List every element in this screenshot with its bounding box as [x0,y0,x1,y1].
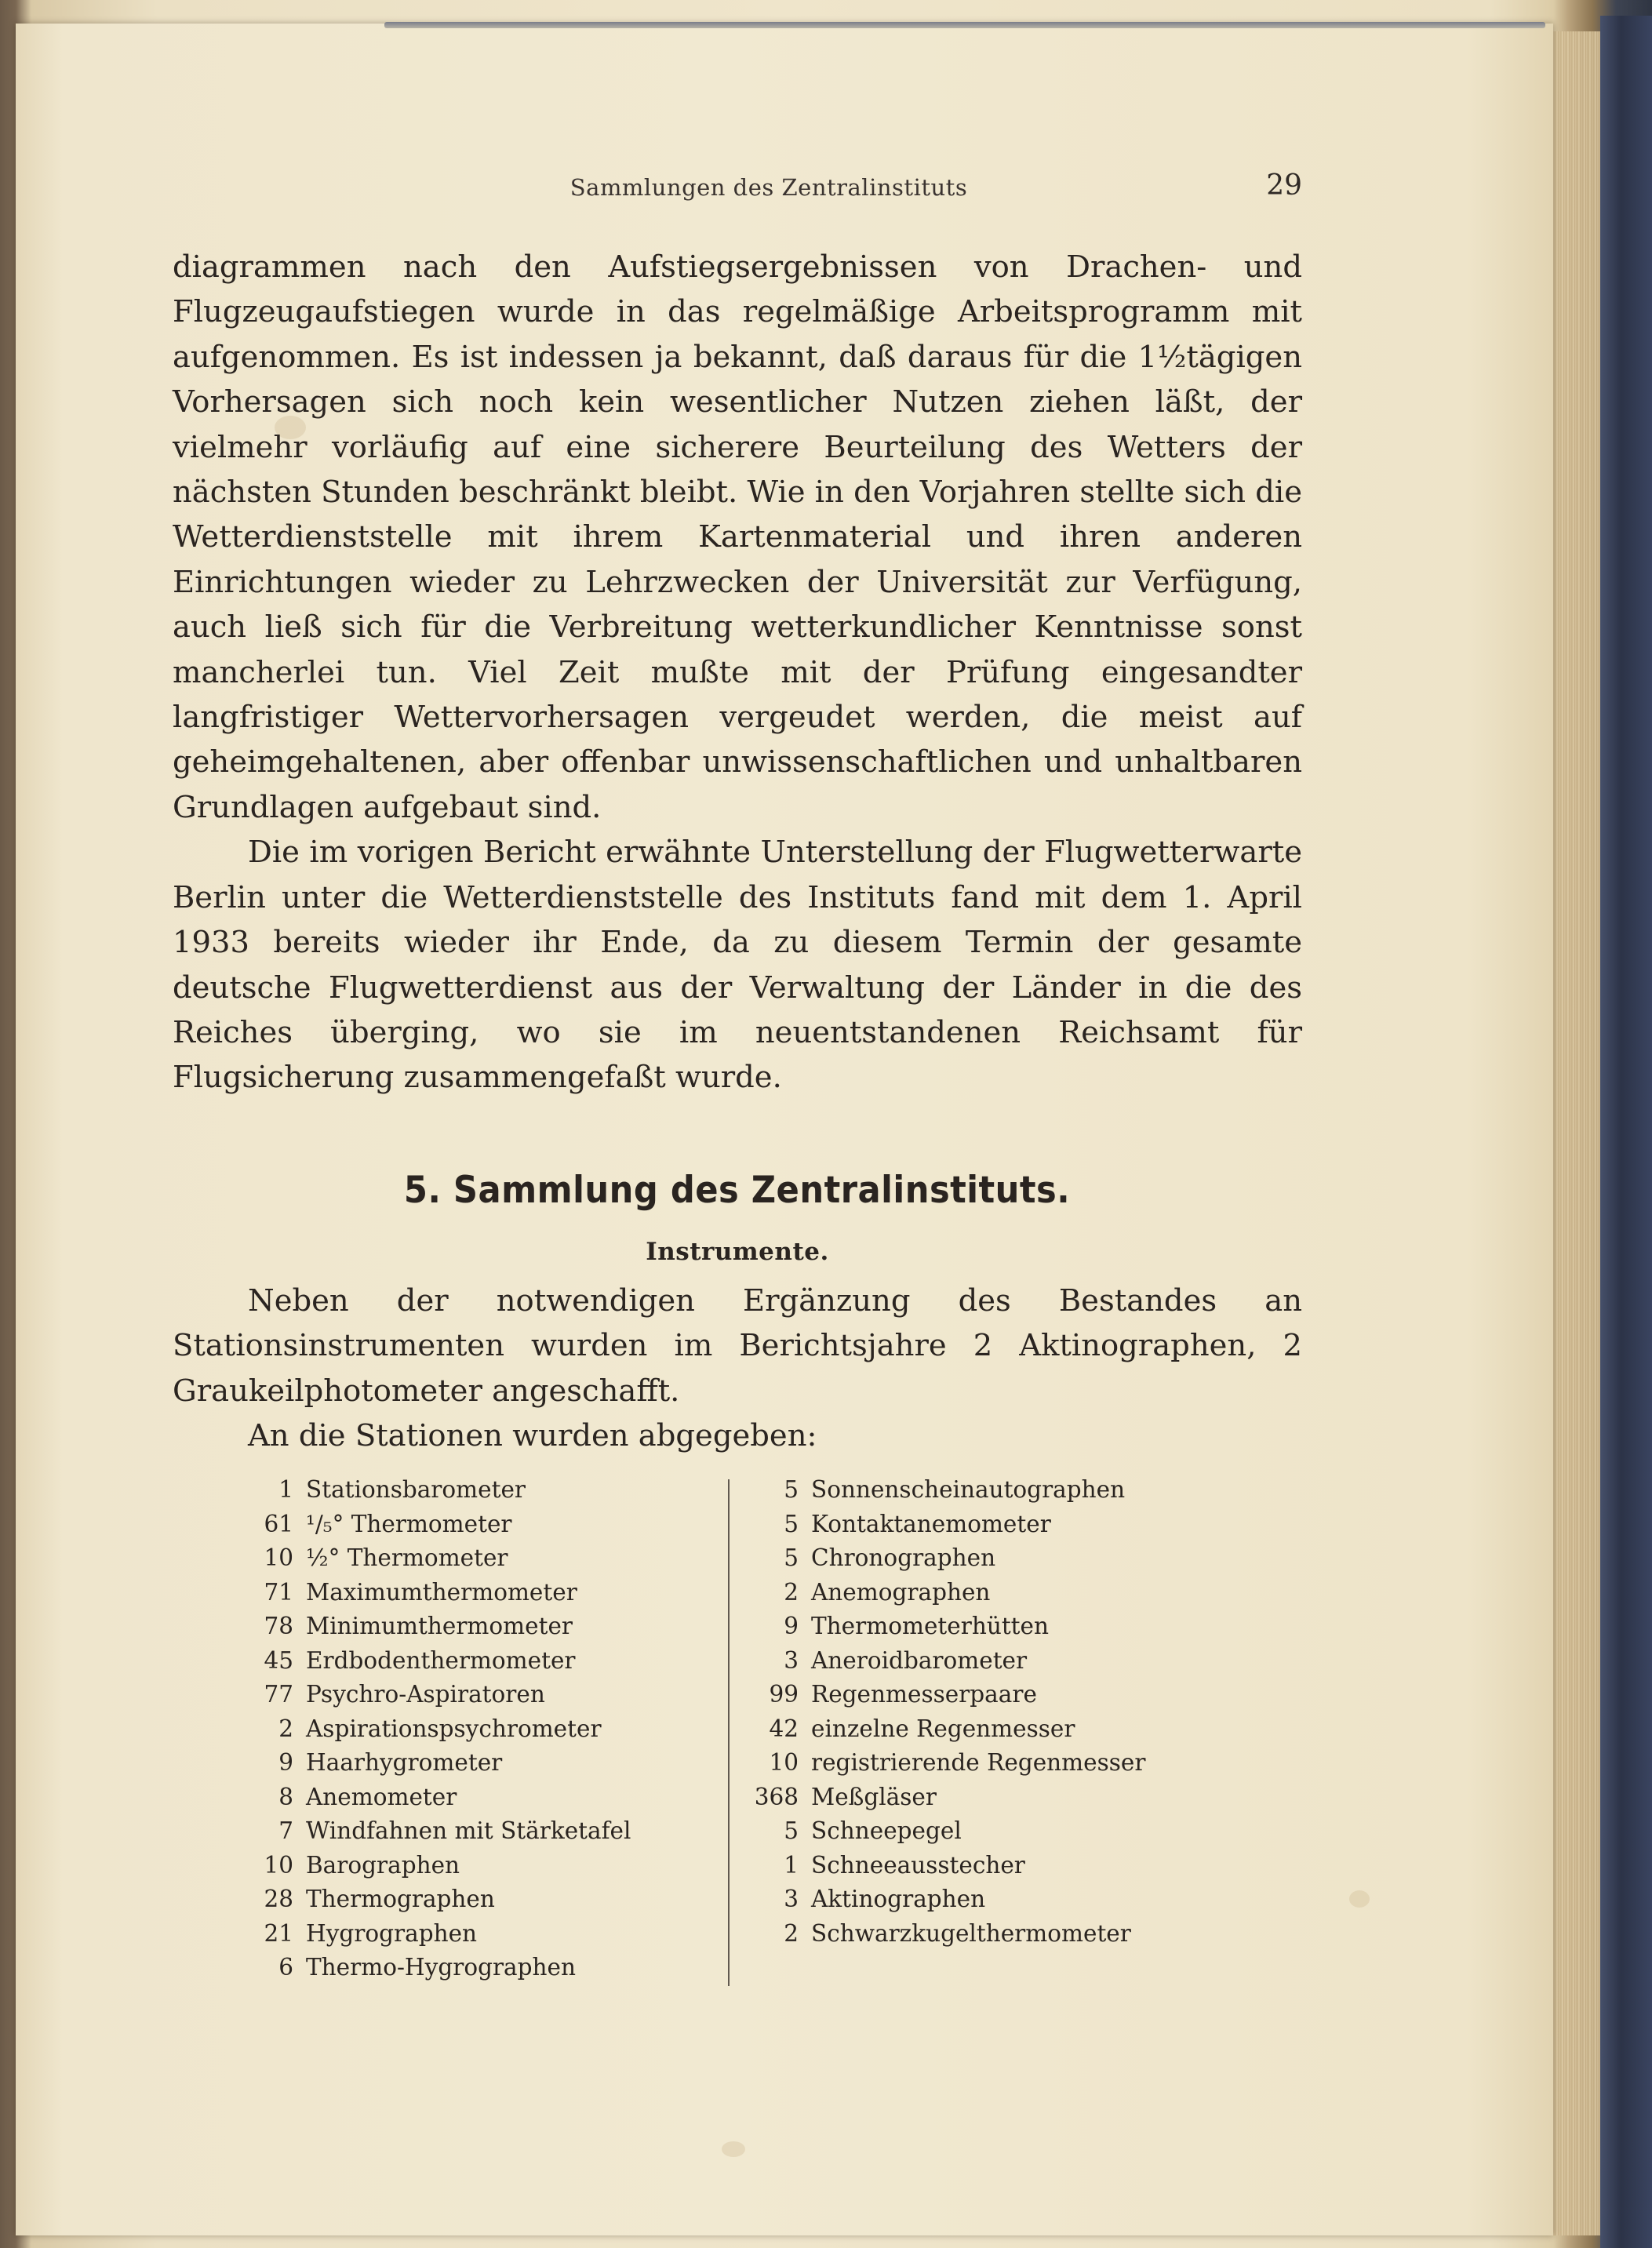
list-item [235,1541,722,1576]
page-number: 29 [1266,169,1302,202]
instrument-list-right [737,1473,1208,1951]
item-name: Sonnenscheinautographen [811,1476,1126,1503]
item-quantity: 42 [769,1715,799,1742]
list-item [235,1508,722,1542]
item-name: Haarhygrometer [306,1749,503,1776]
instrument-list-left [235,1473,722,1985]
item-quantity: 9 [278,1749,293,1776]
item-name: Minimumthermometer [306,1613,573,1639]
list-item [737,1849,1208,1883]
paragraph: An die Stationen wurden abgegeben: [248,1418,817,1454]
body-text [173,245,1302,1100]
item-quantity: 10 [264,1851,293,1879]
item-name: Barographen [306,1851,460,1879]
item-quantity: 1 [784,1851,799,1879]
paragraph: diagrammen nach den Aufstiegsergebnissen von Drachen- und Flugzeugaufstiegen wurde in das regelmäßige Arbeitsprogramm mit aufgenommen. Es ist indessen ja bekannt, daß daraus für die 1½tägigen Vorhersagen sich noch kein wesentlicher Nutzen ziehen läßt, der vielmehr vorläufig auf eine sicherere Beurteilung des Wetters der nächsten Stunden beschränkt bleibt. Wie in den Vorjahren stellte sich die Wetterdienststelle mit ihrem Kartenmaterial und ihren anderen Einrichtungen wieder zu Lehrzwecken der Universität zur Verfügung, auch ließ sich für die Verbreitung wetterkundlicher Kenntnisse sonst mancherlei tun. Viel Zeit mußte mit der Prüfung eingesandter langfristiger Wettervorhersagen vergeudet werden, die meist auf geheimgehaltenen, aber offenbar unwissenschaftlichen und unhaltbaren Grundlagen aufgebaut sind. [173,249,1302,825]
item-name: einzelne Regenmesser [811,1715,1075,1742]
item-quantity: 2 [784,1919,799,1947]
item-quantity: 45 [264,1646,293,1674]
item-name: ½° Thermometer [306,1544,508,1571]
header-title: Sammlungen des Zentralinstituts [569,174,968,201]
list-item [235,1678,722,1712]
item-name: Anemographen [811,1578,991,1606]
item-name: Schneeausstecher [811,1851,1025,1879]
list-item [737,1781,1208,1815]
list-item [737,1917,1208,1952]
list-item [737,1610,1208,1644]
item-name: Aktinographen [811,1886,986,1912]
item-quantity: 71 [264,1578,293,1606]
item-quantity: 3 [784,1886,799,1912]
section-title: 5. Sammlung des Zentralinstituts. [404,1169,1071,1212]
item-name: Thermographen [306,1886,495,1912]
subheading: Instrumente. [646,1238,829,1266]
list-item [737,1746,1208,1781]
item-name: Aneroidbarometer [811,1646,1028,1674]
item-quantity: 78 [264,1613,293,1639]
item-name: Schneepegel [811,1817,962,1844]
list-item [737,1712,1208,1747]
paragraph: Neben der notwendigen Ergänzung des Bestandes an Stationsinstrumenten wurden im Berichtsjahre 2 Aktinographen, 2 Graukeilphotometer angeschafft. [173,1283,1302,1409]
item-quantity: 9 [784,1613,799,1639]
item-name: Psychro-Aspiratoren [306,1681,545,1708]
item-quantity: 10 [769,1749,799,1776]
item-quantity: 6 [278,1954,293,1981]
item-name: Meßgläser [811,1783,937,1810]
item-quantity: 368 [754,1783,799,1810]
item-name: Chronographen [811,1544,996,1571]
item-quantity: 10 [264,1544,293,1571]
list-item [235,1473,722,1508]
item-name: Anemometer [306,1783,457,1810]
list-item [737,1473,1208,1508]
item-quantity: 21 [264,1919,293,1947]
list-item [737,1541,1208,1576]
paragraph: Die im vorigen Bericht erwähnte Unterstellung der Flugwetterwarte Berlin unter die Wetterdienststelle des Instituts fand mit dem 1. April 1933 bereits wieder ihr Ende, da zu diesem Termin der gesamte deutsche Flugwetterdienst aus der Verwaltung der Länder in die des Reiches überging, wo sie im neuentstandenen Reichsamt für Flugsicherung zusammengefaßt wurde. [173,835,1302,1096]
list-item [235,1576,722,1610]
item-name: ¹/₅° Thermometer [306,1510,512,1537]
item-name: registrierende Regenmesser [811,1749,1146,1776]
item-quantity: 28 [264,1886,293,1912]
item-name: Aspirationspsychrometer [306,1715,602,1742]
item-name: Stationsbarometer [306,1476,526,1503]
item-name: Regenmesserpaare [811,1681,1037,1708]
list-item [235,1610,722,1644]
binding-band [384,22,1545,28]
list-item [235,1882,722,1917]
item-quantity: 77 [264,1681,293,1708]
book-cover-edge [1600,16,1652,2248]
item-quantity: 1 [278,1476,293,1503]
item-name: Erdbodenthermometer [306,1646,576,1674]
section-heading [173,1169,1302,1212]
list-item [737,1814,1208,1849]
list-item [235,1746,722,1781]
section-body [173,1279,1302,1459]
item-name: Kontaktanemometer [811,1510,1051,1537]
list-item [737,1644,1208,1679]
list-item [737,1678,1208,1712]
instrument-lists [235,1473,1177,1991]
item-quantity: 5 [784,1544,799,1571]
list-item [235,1781,722,1815]
list-item [737,1508,1208,1542]
item-name: Hygrographen [306,1919,478,1947]
item-quantity: 5 [784,1817,799,1844]
item-quantity: 61 [264,1510,293,1537]
item-quantity: 5 [784,1510,799,1537]
item-name: Schwarzkugelthermometer [811,1919,1131,1947]
list-item [235,1712,722,1747]
item-quantity: 2 [784,1578,799,1606]
item-quantity: 99 [769,1681,799,1708]
list-item [737,1576,1208,1610]
item-name: Thermo-Hygrographen [306,1954,576,1981]
list-item [235,1814,722,1849]
item-quantity: 3 [784,1646,799,1674]
item-name: Maximumthermometer [306,1578,577,1606]
list-item [737,1882,1208,1917]
running-head [173,169,1302,213]
list-item [235,1951,722,1985]
item-quantity: 7 [278,1817,293,1844]
list-item [235,1849,722,1883]
list-item [235,1644,722,1679]
item-quantity: 8 [278,1783,293,1810]
column-divider [728,1479,730,1986]
item-quantity: 5 [784,1476,799,1503]
item-name: Thermometerhütten [811,1613,1049,1639]
item-name: Windfahnen mit Stärketafel [306,1817,631,1844]
list-item [235,1917,722,1952]
item-quantity: 2 [278,1715,293,1742]
